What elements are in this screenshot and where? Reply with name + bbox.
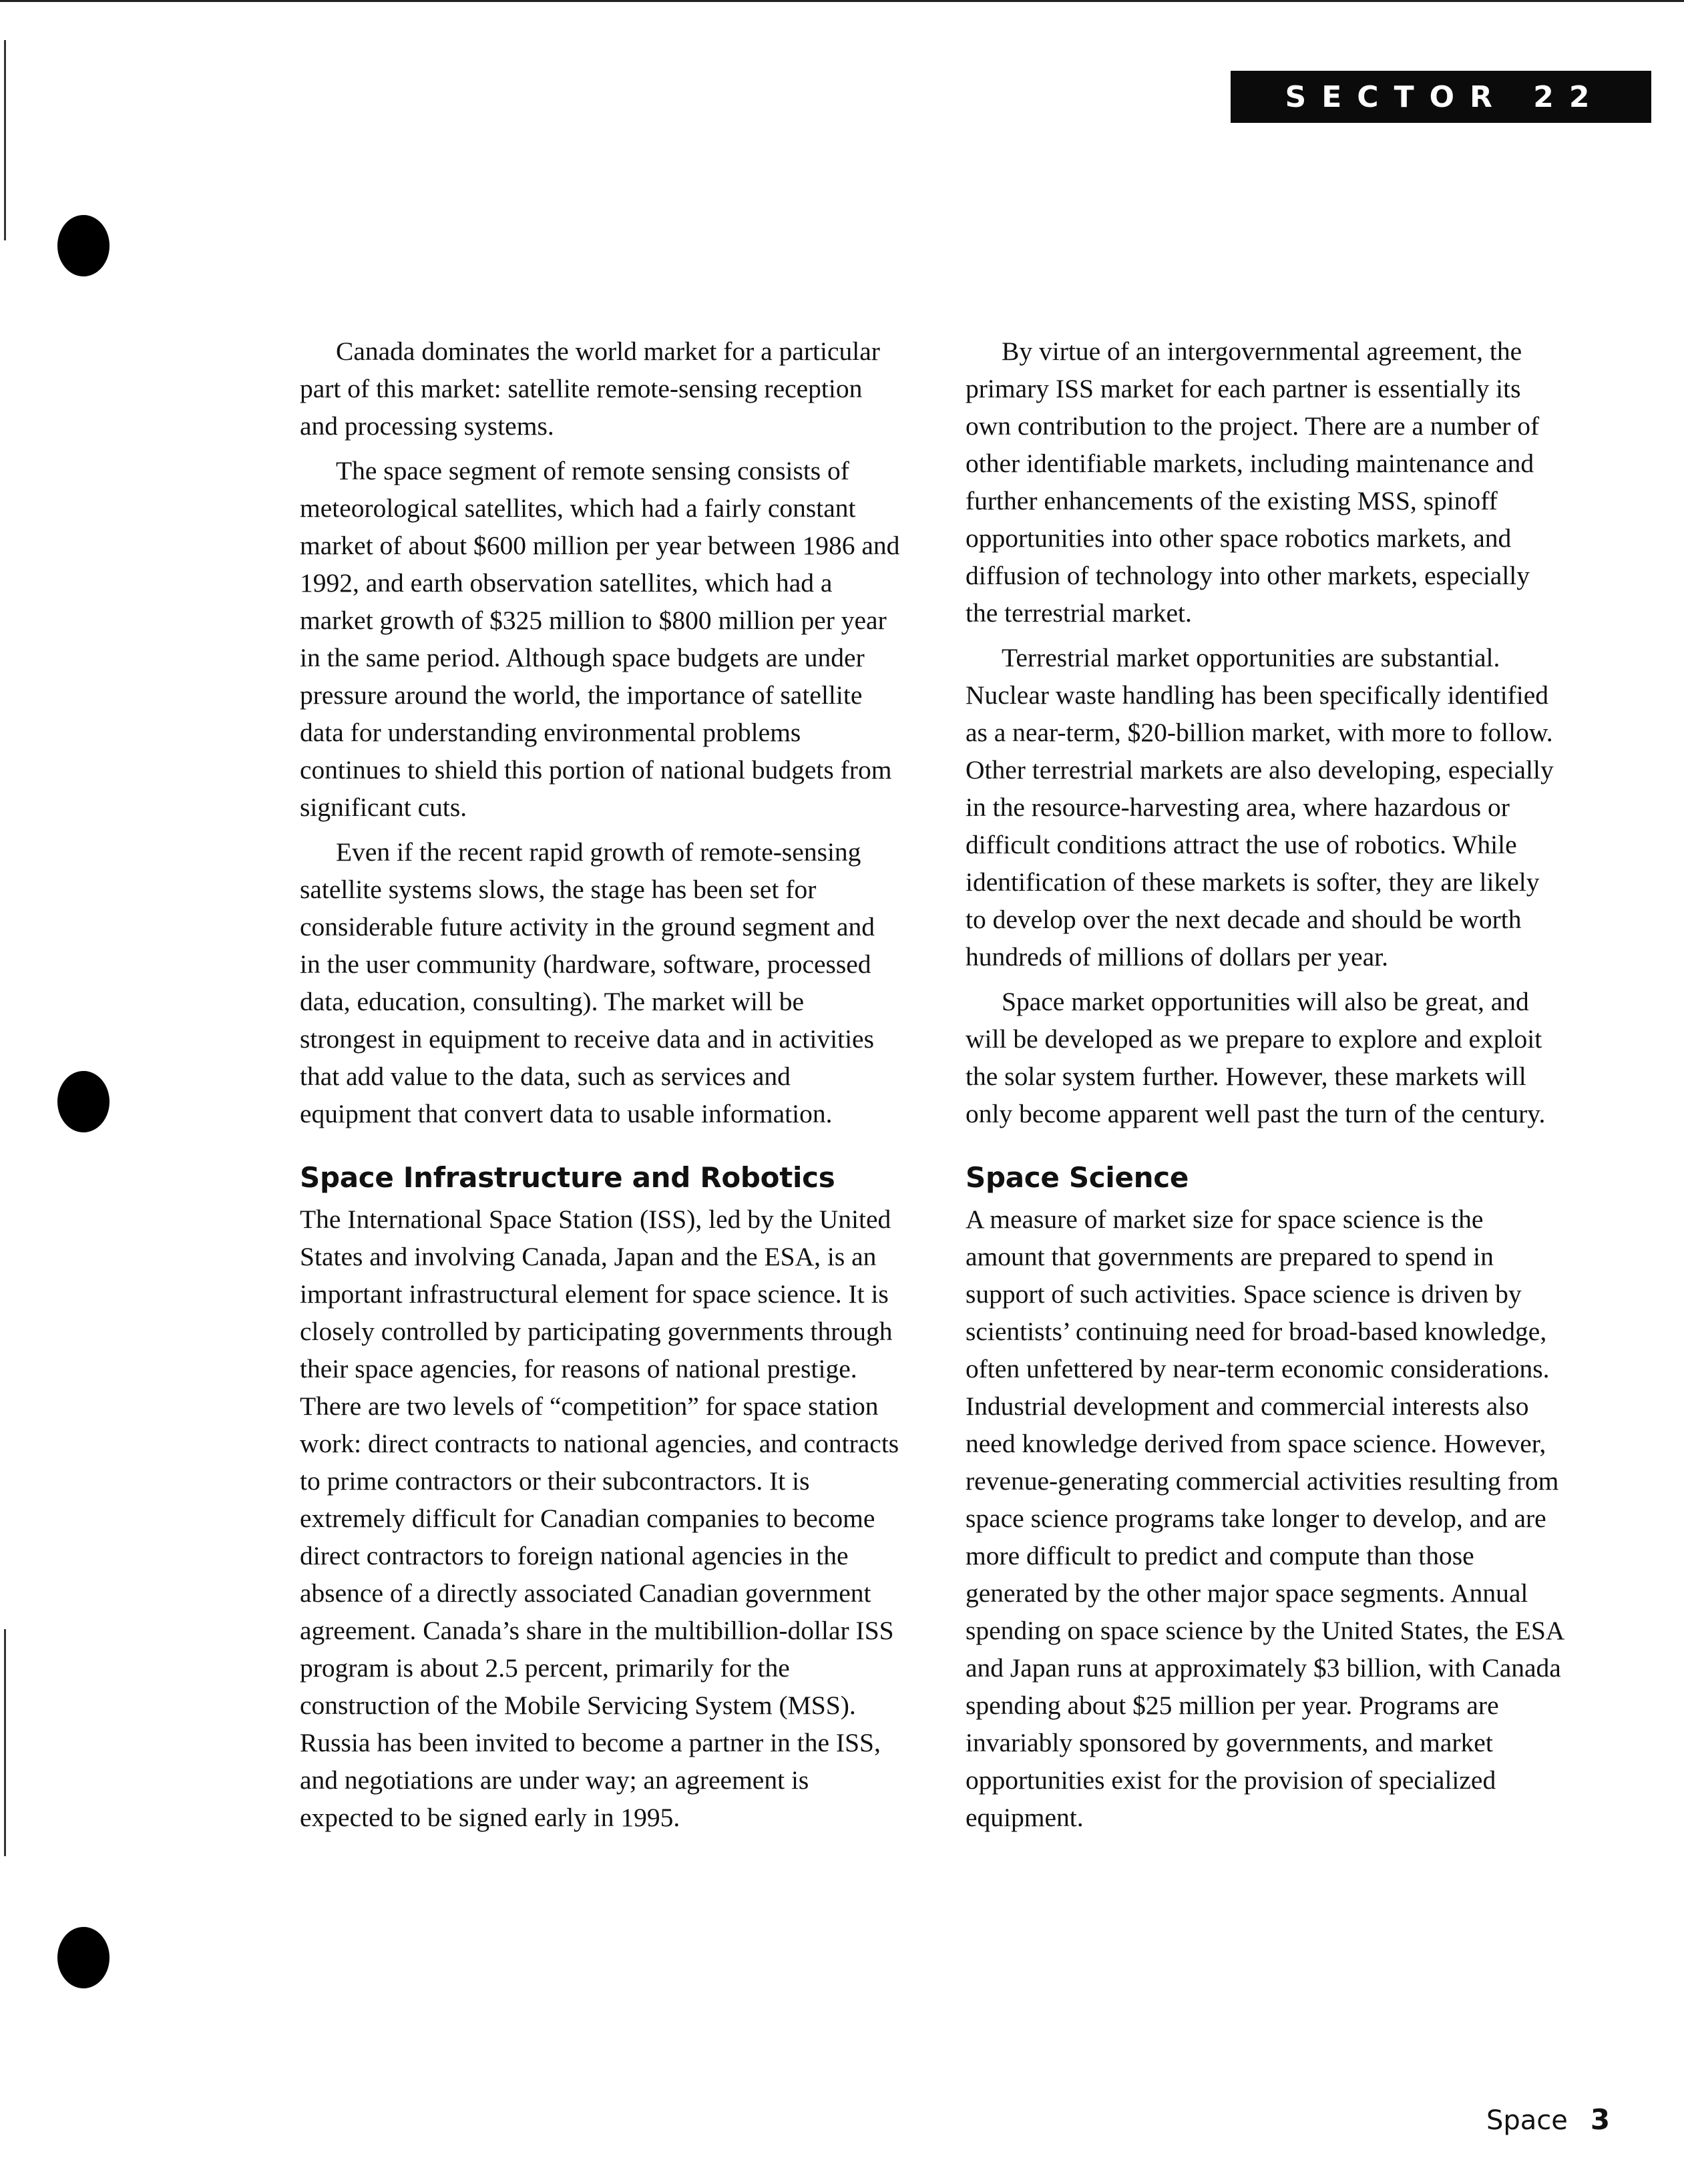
footer-section-name: Space [1486,2105,1568,2136]
binder-hole-icon [57,215,110,276]
page-footer [1486,2103,1610,2136]
paragraph: Even if the recent rapid growth of remote-sensing satellite systems slows, the stage has been set for considerable future activity in the ground segment and in the user community (hardware, software, processed data, education, consulting). The market will be strongest in equipment to receive data and in activities that add value to the data, such as services and equipment that convert data to usable information. [300,837,875,1128]
scan-edge-mark [4,40,6,240]
scan-edge-mark [4,1629,6,1856]
paragraph: By virtue of an intergovernmental agreement, the primary ISS market for each partner is essentially its own contribution to the project. There are a number of other identifiable markets, including maintenance and further enhancements of the existing MSS, spinoff opportunities into other space robotics markets, and diffusion of technology into other markets, especially the terrestrial market. [966,337,1540,628]
top-edge-rule [0,0,1684,2]
paragraph: Space market opportunities will also be great, and will be developed as we prepare to explore and exploit the solar system further. However, these markets will only become apparent well past the turn of the century. [966,987,1546,1128]
section-heading: Space Infrastructure and Robotics [300,1161,835,1194]
paragraph: The International Space Station (ISS), led by the United States and involving Canada, Japan and the ESA, is an important infrastructural element for space science. It is closely controlled by participating governments through their space agencies, for reasons of national prestige. There are two levels of “competition” for space station work: direct contracts to national agencies, and contracts to prime contractors or their subcontractors. It is extremely difficult for Canadian companies to become direct contractors to foreign national agencies in the absence of a directly associated Canadian government agreement. Canada’s share in the multibillion-dollar ISS program is about 2.5 percent, primarily for the construction of the Mobile Servicing System (MSS). Russia has been invited to become a partner in the ISS, and negotiations are under way; an agreement is expected to be signed early in 1995. [300,1205,899,1832]
paragraph: The space segment of remote sensing consists of meteorological satellites, which had a fairly constant market of about $600 million per year between 1986 and 1992, and earth observation satellites, which had a market growth of $325 million to $800 million per year in the same period. Although space budgets are under pressure around the world, the importance of satellite data for understanding environmental problems continues to shield this portion of national budgets from significant cuts. [300,456,900,822]
paragraph: A measure of market size for space science is the amount that governments are prepared to spend in support of such activities. Space science is driven by scientists’ continuing need for broad-based knowledge, often unfettered by near-term economic considerations. Industrial development and commercial interests also need knowledge derived from space science. However, revenue-generating commercial activities resulting from space science programs take longer to develop, and are more difficult to predict and compute than those generated by the other major space segments. Annual spending on space science by the United States, the ESA and Japan runs at approximately $3 billion, with Canada spending about $25 million per year. Programs are invariably sponsored by governments, and market opportunities exist for the provision of specialized equipment. [966,1205,1564,1832]
page-number: 3 [1590,2103,1611,2136]
right-column [966,333,1566,1843]
section-heading: Space Science [966,1161,1189,1194]
binder-hole-icon [57,1071,110,1132]
left-column [300,333,901,1843]
paragraph: Canada dominates the world market for a particular part of this market: satellite remote-sensing reception and processing systems. [300,337,880,441]
binder-hole-icon [57,1927,110,1988]
sector-label: SECTOR 22 [1231,71,1651,123]
paragraph: Terrestrial market opportunities are substantial. Nuclear waste handling has been specifically identified as a near-term, $20-billion market, with more to follow. Other terrestrial markets are also developing, especially in the resource-harvesting area, where hazardous or difficult conditions attract the use of robotics. While identification of these markets is softer, they are likely to develop over the next decade and should be worth hundreds of millions of dollars per year. [966,643,1554,971]
